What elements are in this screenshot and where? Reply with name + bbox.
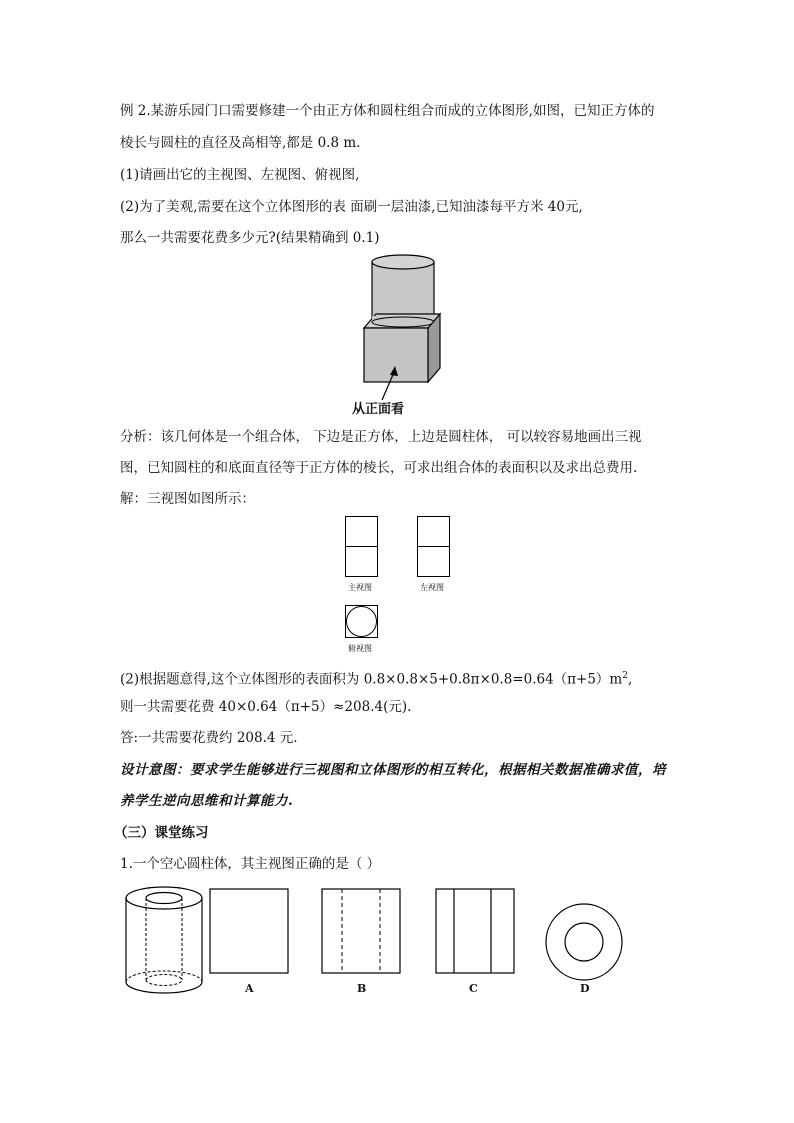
figure-caption-front-view: 从正面看 bbox=[352, 402, 405, 417]
top-view-diagram bbox=[345, 605, 379, 639]
question-1: (1)请画出它的主视图、左视图、俯视图, bbox=[120, 167, 360, 183]
problem-line-1: 例 2.某游乐园门口需要修建一个由正方体和圆柱组合而成的立体图形,如图，已知正方体的 bbox=[120, 103, 655, 119]
option-a-label: A bbox=[245, 982, 254, 995]
option-c-diagram bbox=[435, 888, 517, 976]
surface-area-text: (2)根据题意得,这个立体图形的表面积为 0.8×0.8×5+0.8π×0.8=0.64（π+5）m bbox=[120, 671, 623, 688]
option-d-label: D bbox=[580, 982, 590, 995]
surface-area-line bbox=[120, 667, 632, 689]
cube-cylinder-figure bbox=[340, 250, 470, 420]
option-a-diagram bbox=[209, 888, 291, 976]
option-c-label: C bbox=[469, 982, 478, 995]
surface-area-suffix: , bbox=[627, 671, 633, 688]
cost-line: 则一共需要花费 40×0.64（π+5）≈208.4(元). bbox=[120, 699, 412, 715]
problem-line-2: 棱长与圆柱的直径及高相等,都是 0.8 m. bbox=[120, 135, 361, 151]
analysis-line-1: 分析：该几何体是一个组合体， 下边是正方体，上边是圆柱体， 可以较容易地画出三视 bbox=[120, 429, 642, 445]
question-2-continued: 那么一共需要花费多少元?(结果精确到 0.1) bbox=[120, 230, 380, 246]
answer-line: 答:一共需要花费约 208.4 元. bbox=[120, 730, 298, 746]
solution-intro: 解：三视图如图所示： bbox=[120, 491, 255, 507]
design-intent-line-1: 设计意图：要求学生能够进行三视图和立体图形的相互转化，根据相关数据准确求值，培 bbox=[120, 762, 666, 778]
section-title: （三）课堂练习 bbox=[114, 825, 209, 841]
top-view-label: 俯视图 bbox=[348, 644, 372, 653]
option-d-diagram bbox=[544, 902, 628, 986]
option-b-diagram bbox=[321, 888, 403, 976]
front-view-diagram bbox=[345, 516, 379, 578]
surface-area-exponent: 2 bbox=[622, 671, 628, 681]
hollow-cylinder-figure bbox=[118, 882, 212, 1000]
analysis-line-2: 图，已知圆柱的和底面直径等于正方体的棱长，可求出组合体的表面积以及求出总费用. bbox=[120, 460, 638, 476]
left-view-diagram bbox=[417, 516, 451, 578]
question-2: (2)为了美观,需要在这个立体图形的表 面刷一层油漆,已知油漆每平方米 40元, bbox=[120, 199, 583, 215]
design-intent-line-2: 养学生逆向思维和计算能力. bbox=[120, 793, 294, 809]
front-view-label: 主视图 bbox=[348, 583, 372, 592]
left-view-label: 左视图 bbox=[420, 583, 444, 592]
exercise-1-question: 1.一个空心圆柱体，其主视图正确的是（ ） bbox=[120, 856, 381, 872]
option-b-label: B bbox=[357, 982, 367, 995]
